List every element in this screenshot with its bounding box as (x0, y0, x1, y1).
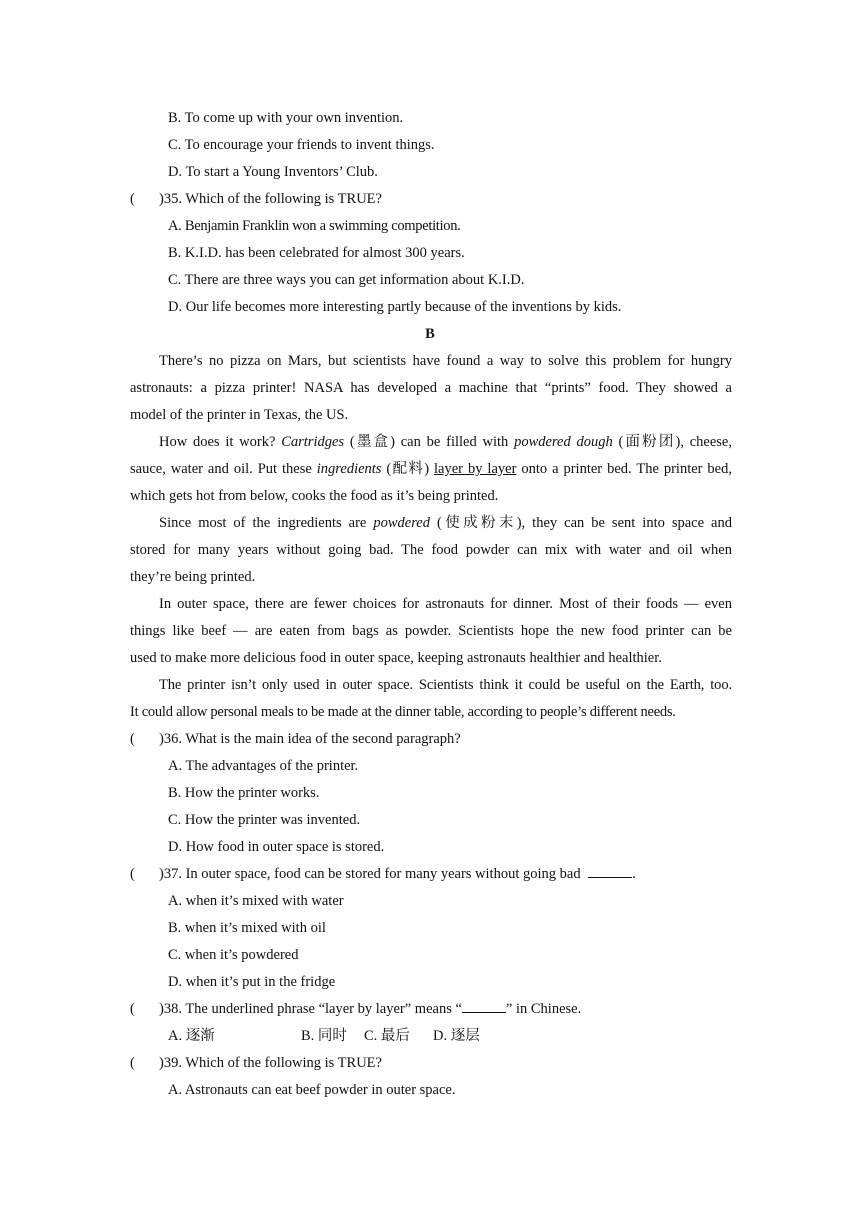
q39-option-a: A. Astronauts can eat beef powder in outer space. (168, 1082, 456, 1098)
answer-blank-paren[interactable]: ( (130, 731, 135, 747)
q38-text: )38. The underlined phrase “layer by layer” means “ (159, 1001, 462, 1017)
text: onto a printer bed. The printer bed, (516, 461, 732, 477)
q37-text: )37. In outer space, food can be stored for many years without going bad (159, 866, 585, 882)
text: How does it work? (159, 434, 282, 450)
q36-stem (130, 730, 461, 748)
q38-option-b: B. 同时 (301, 1028, 347, 1044)
q35-option-a: A. Benjamin Franklin won a swimming competition. (168, 218, 461, 234)
term-powdered-dough: powdered dough (514, 434, 613, 450)
underlined-phrase-layer-by-layer: layer by layer (434, 461, 517, 477)
q35-text: )35. Which of the following is TRUE? (159, 191, 382, 207)
q36-option-d: D. How food in outer space is stored. (168, 839, 385, 855)
q35-option-c: C. There are three ways you can get information about K.I.D. (168, 272, 525, 288)
q36-option-c: C. How the printer was invented. (168, 812, 361, 828)
term-powdered: powdered (373, 515, 430, 531)
q37-option-b: B. when it’s mixed with oil (168, 920, 326, 936)
text: Since most of the ingredients are (159, 515, 374, 531)
q37-option-d: D. when it’s put in the fridge (168, 974, 336, 990)
q34-option-b: B. To come up with your own invention. (168, 110, 404, 126)
answer-blank-paren[interactable]: ( (130, 191, 135, 207)
text: sauce, water and oil. Put these (130, 461, 317, 477)
term-cartridges: Cartridges (281, 434, 345, 450)
q34-option-c: C. To encourage your friends to invent things. (168, 137, 435, 153)
answer-blank-paren[interactable]: ( (130, 866, 135, 882)
passage-p5-line1: The printer isn’t only used in outer space. Scientists think it could be useful on the Earth, too. (159, 677, 732, 693)
q38-stem (130, 1000, 581, 1018)
text: (使成粉末), they can be sent into space and (430, 515, 732, 531)
passage-p3-line3: they’re being printed. (130, 569, 256, 585)
passage-p1-line2: astronauts: a pizza printer! NASA has developed a machine that “prints” food. They showed a (130, 380, 732, 396)
text: (配料) (381, 461, 435, 477)
text: ” in Chinese. (505, 1001, 582, 1017)
q35-option-d: D. Our life becomes more interesting partly because of the inventions by kids. (168, 299, 622, 315)
passage-p1-line3: model of the printer in Texas, the US. (130, 407, 349, 423)
q39-text: )39. Which of the following is TRUE? (159, 1055, 382, 1071)
text: (面粉团), cheese, (612, 434, 732, 450)
passage-p3-line2: stored for many years without going bad. The food powder can mix with water and oil when (130, 542, 732, 558)
q38-option-c: C. 最后 (364, 1028, 410, 1044)
q36-text: )36. What is the main idea of the second paragraph? (159, 731, 461, 747)
section-b-title: B (425, 326, 435, 342)
q38-option-d: D. 逐层 (433, 1028, 480, 1044)
term-ingredients: ingredients (316, 461, 382, 477)
passage-p4-line3: used to make more delicious food in outer space, keeping astronauts healthier and healthier. (130, 650, 662, 666)
fill-in-blank[interactable] (588, 865, 632, 878)
text: (墨盒) can be filled with (344, 434, 515, 450)
answer-blank-paren[interactable]: ( (130, 1055, 135, 1071)
passage-p2-line3: which gets hot from below, cooks the food as it’s being printed. (130, 488, 499, 504)
q36-option-a: A. The advantages of the printer. (168, 758, 359, 774)
q35-option-b: B. K.I.D. has been celebrated for almost 300 years. (168, 245, 465, 261)
fill-in-blank[interactable] (462, 1000, 506, 1013)
q37-stem (130, 865, 636, 883)
q37-option-a: A. when it’s mixed with water (168, 893, 344, 909)
passage-p2-line1 (130, 433, 732, 451)
q36-option-b: B. How the printer works. (168, 785, 320, 801)
q38-option-a: A. 逐渐 (168, 1028, 215, 1044)
passage-p1-line1: There’s no pizza on Mars, but scientists have found a way to solve this problem for hungry (159, 353, 732, 369)
q39-stem (130, 1054, 382, 1072)
passage-p4-line2: things like beef — are eaten from bags as powder. Scientists hope the new food printer can be (130, 623, 732, 639)
q35-stem (130, 190, 382, 208)
answer-blank-paren[interactable]: ( (130, 1001, 135, 1017)
passage-p4-line1: In outer space, there are fewer choices for astronauts for dinner. Most of their foods — even (159, 596, 732, 612)
q37-option-c: C. when it’s powdered (168, 947, 299, 963)
passage-p5-line2: It could allow personal meals to be made at the dinner table, according to people’s different needs. (130, 704, 676, 720)
passage-p3-line1 (130, 514, 732, 532)
q34-option-d: D. To start a Young Inventors’ Club. (168, 164, 378, 180)
passage-p2-line2 (130, 460, 732, 478)
text: . (632, 866, 636, 882)
